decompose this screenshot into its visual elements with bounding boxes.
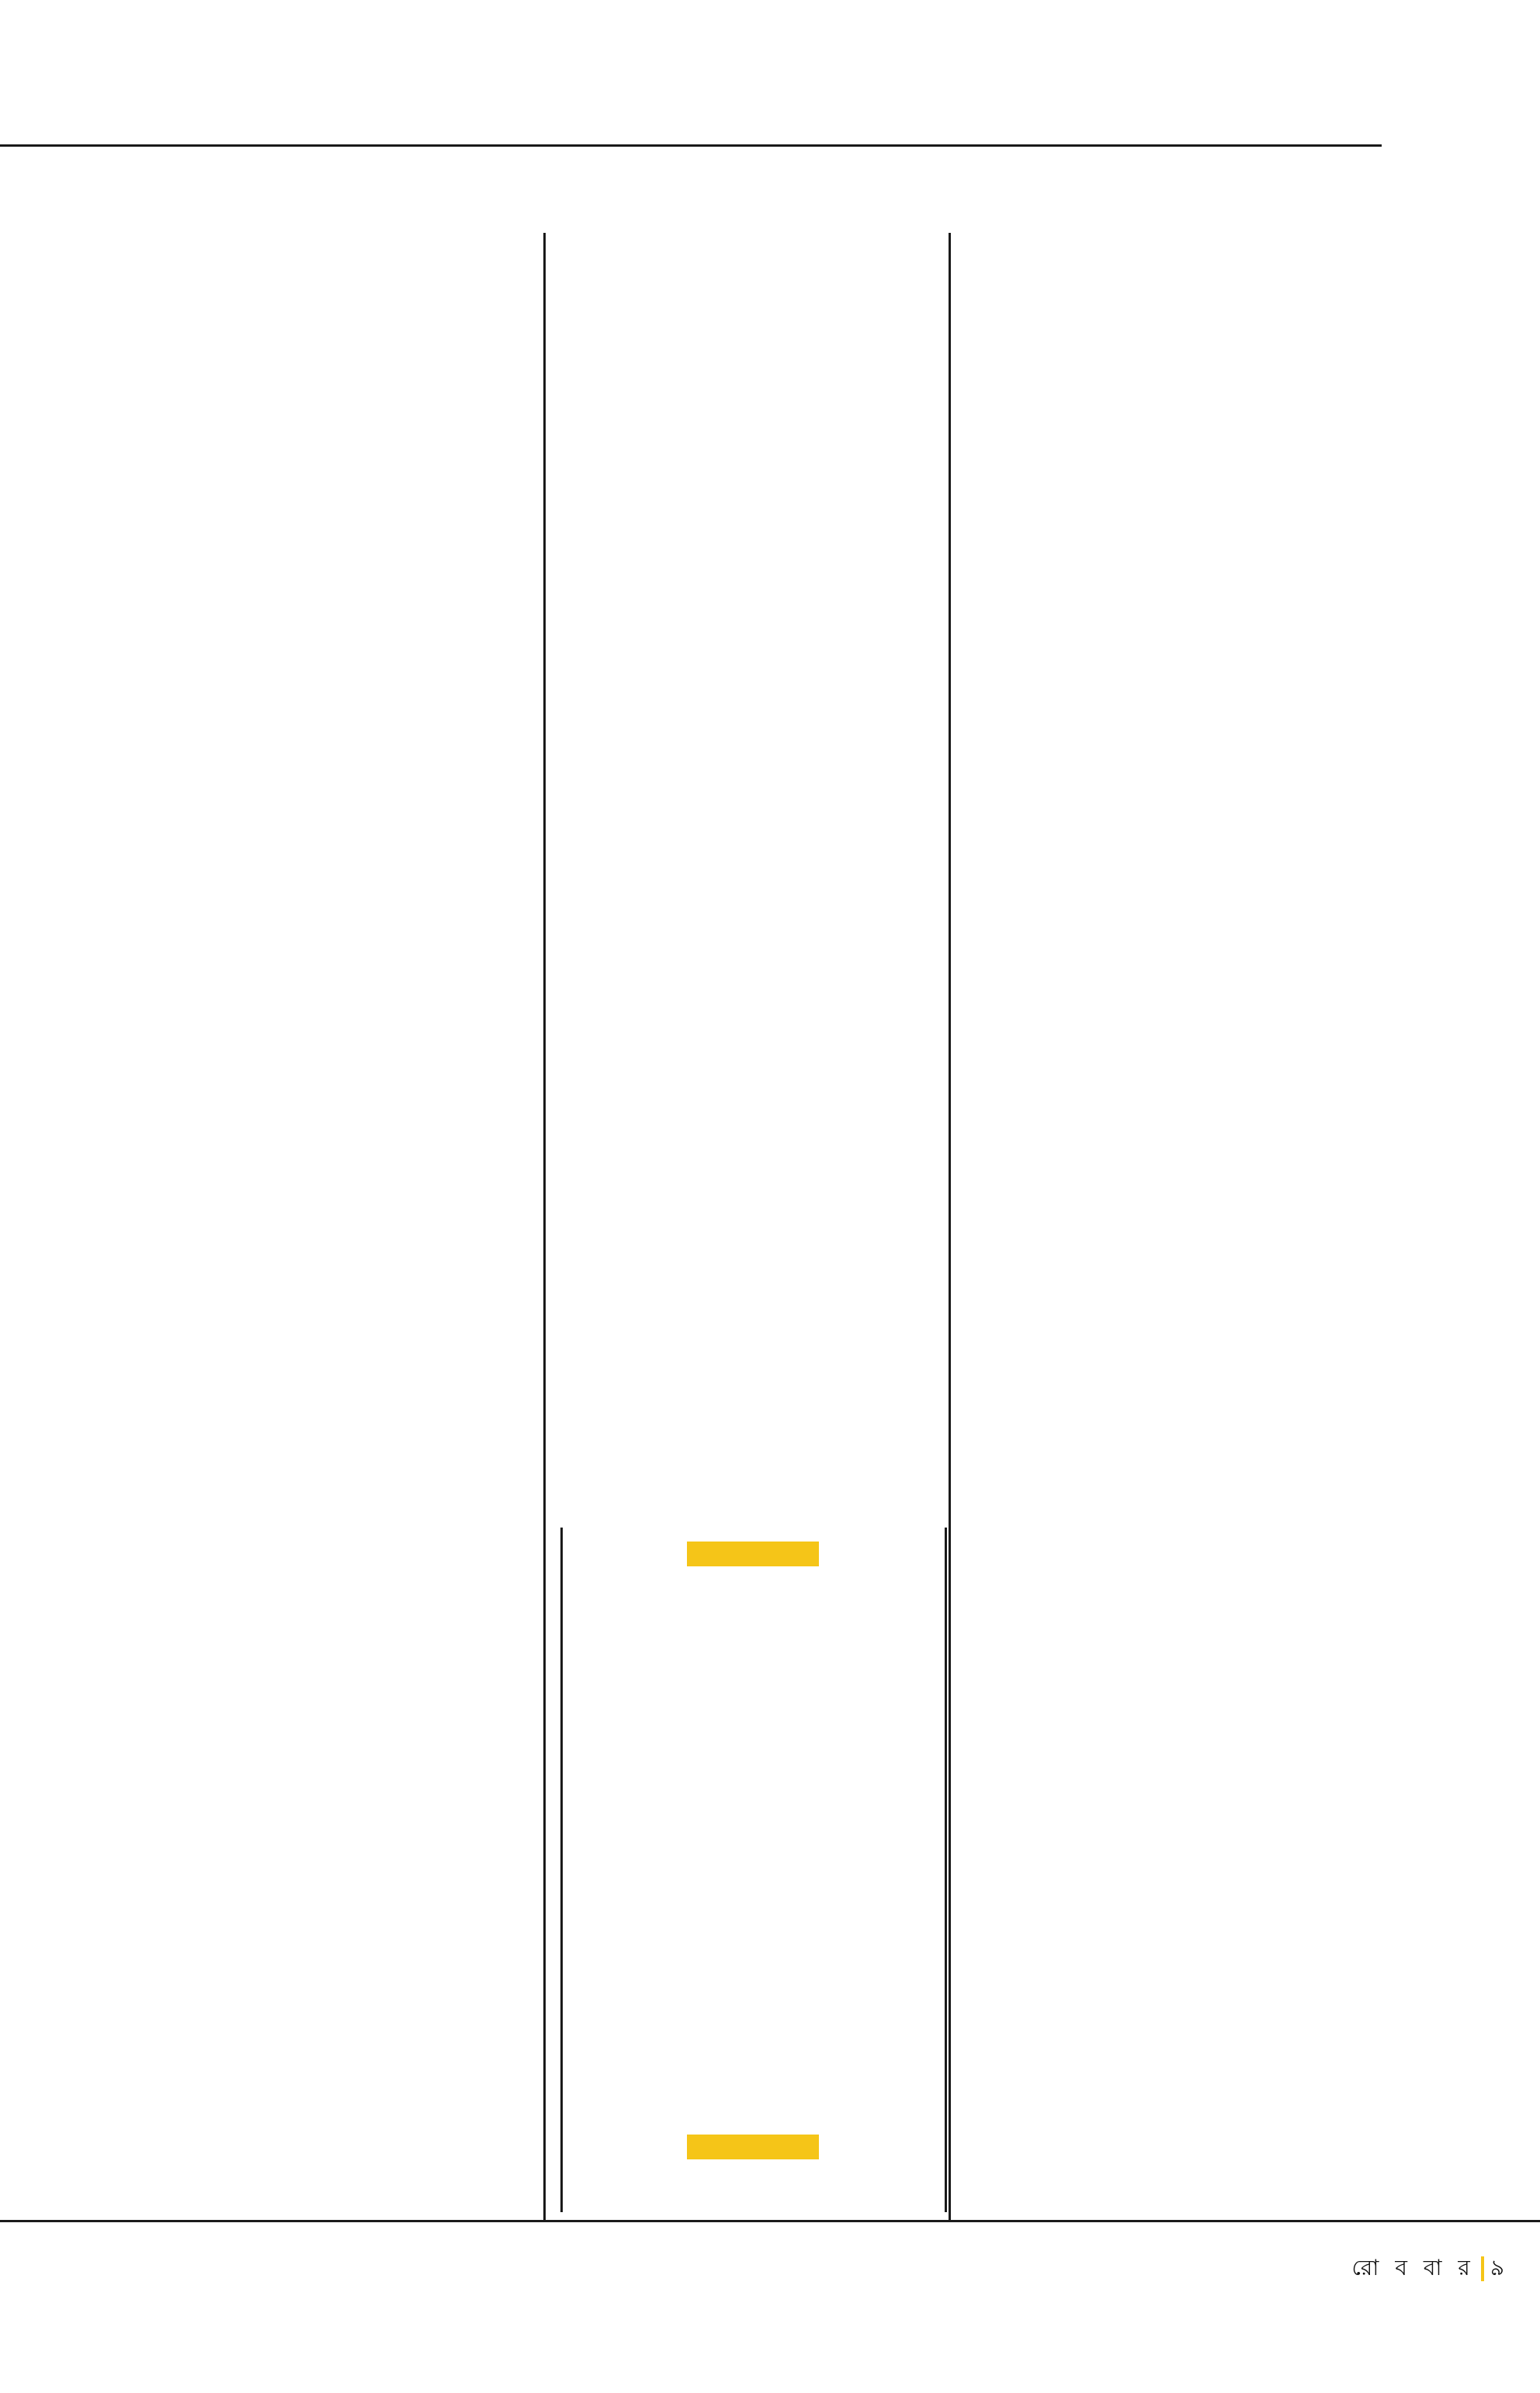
- column-middle: [560, 247, 947, 1520]
- pull-quote-box: [560, 1528, 947, 2212]
- magazine-name: রো ব বা র: [1351, 2255, 1475, 2280]
- pull-quote-bar-bottom: [687, 2135, 819, 2159]
- column-left: [116, 247, 508, 2218]
- footer-divider: [1481, 2256, 1484, 2281]
- column-divider-right: [949, 233, 951, 2220]
- bottom-rule: [0, 2220, 1540, 2222]
- column-right: [997, 247, 1401, 2218]
- page-footer: [1352, 2251, 1509, 2287]
- column-divider-left: [543, 233, 546, 2220]
- page-number: ৯: [1490, 2255, 1509, 2280]
- pull-quote-bar-top: [687, 1542, 819, 1566]
- top-rule: [0, 144, 1382, 147]
